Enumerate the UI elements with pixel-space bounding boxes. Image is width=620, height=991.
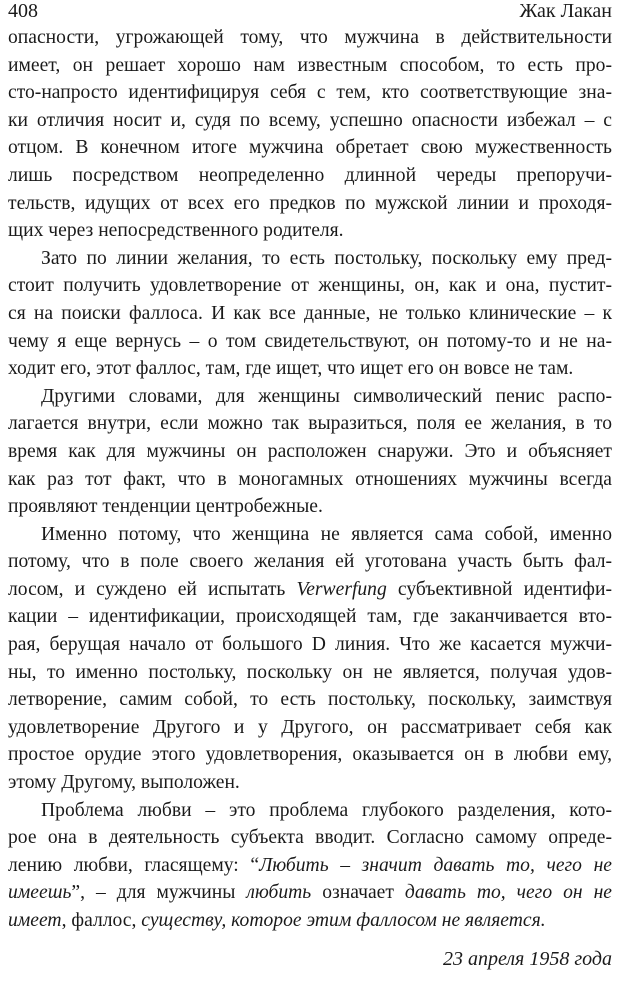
lecture-date: 23 апреля 1958 года [442, 948, 612, 970]
text-line [8, 576, 612, 604]
text-line: отцом. В конечном итоге мужчина обретает свою мужественность [8, 137, 612, 159]
italic-segment: Verwerfung [296, 578, 387, 600]
text-line: ки отличия носит и, судя по всему, успешно опасности избежал – с [8, 109, 612, 131]
text-line: стоит получить удовлетворение от женщины, он, как и она, пустит- [8, 275, 612, 297]
text-segment: субъективной идентифи- [386, 578, 612, 600]
text-line: простое орудие этого удовлетворения, оказывается он в любви ему, [8, 744, 612, 766]
text-line: опасности, угрожающей тому, что мужчина в действительности [8, 27, 612, 48]
text-line: Другими словами, для женщины символический пенис распо- [41, 385, 612, 407]
text-line: летворение, самим собой, то есть постольку, поскольку, заимствуя [8, 689, 612, 711]
text-line: рое она в деятельность субъекта вводит. Согласно самому опреде- [8, 827, 612, 849]
text-line: Зато по линии желания, то есть постольку, поскольку ему пред- [41, 247, 612, 269]
text-line: чему я еще вернусь – о том свидетельствуют, он потому-то и не на- [8, 330, 612, 352]
text-line: Проблема любви – это проблема глубокого разделения, кото- [41, 799, 612, 821]
text-line: тельств, идущих от всех его предков по мужской линии и проходя- [8, 192, 612, 214]
text-line: имеет, он решает хорошо нам известным способом, то есть про- [8, 54, 612, 76]
italic-segment: имеет [8, 910, 62, 931]
text-line: проявляют тенденции центробежные. [8, 496, 323, 518]
text-line [8, 852, 612, 880]
text-line: Именно потому, что женщина не является сама собой, именно [41, 523, 612, 545]
text-line: сто-напросто идентифицируя себя с тем, кто соответствующие зна- [8, 82, 612, 104]
text-line: как раз тот факт, что в моногамных отношениях мужчины всегда [8, 468, 612, 490]
page-number: 408 [8, 0, 38, 22]
text-line: кации – идентификации, происходящей там, где заканчивается вто- [8, 606, 612, 628]
text-line [8, 907, 612, 935]
text-line: лагается внутри, если можно так выразиться, поля ее желания, в то [8, 413, 612, 435]
paragraph [8, 797, 612, 935]
italic-segment: имеешь [8, 882, 72, 904]
text-line: потому, что в поле своего желания ей уготована участь быть фал- [8, 551, 612, 573]
running-title: Жак Лакан [519, 0, 612, 22]
text-line [8, 879, 612, 907]
text-segment: ”, – для мужчины [71, 882, 247, 904]
text-line: ся на поиски фаллоса. И как все данные, не только клинические – к [8, 302, 612, 324]
text-segment: , фаллос, [61, 910, 142, 931]
text-line: удовлетворение Другого и у Другого, он рассматривает себя как [8, 716, 612, 738]
paragraph [8, 383, 612, 521]
text-line: время как для мужчины он расположен снаружи. Это и объясняет [8, 440, 612, 462]
paragraph [8, 24, 612, 245]
italic-segment: давать то, чего он не [404, 882, 612, 904]
text-line: лишь посредством неопределенно длинной череды препоручи- [8, 164, 612, 186]
text-segment: лосом, и суждено ей испытать [8, 578, 297, 600]
text-line: этому Другому, выположен. [8, 772, 240, 794]
paragraph [8, 245, 612, 383]
text-segment: лению любви, гласящему: “ [8, 854, 260, 876]
body-text [8, 24, 612, 935]
italic-segment: Любить – значит давать то, чего не [259, 854, 613, 876]
text-line: рая, берущая начало от большого D линия. Что же касается мужчи- [8, 634, 612, 656]
italic-segment: любить [246, 882, 312, 904]
text-line: щих через непосредственного родителя. [8, 220, 344, 242]
text-line: ны, то именно постольку, поскольку он не является, получая удов- [8, 661, 612, 683]
text-segment: означает [311, 882, 405, 904]
paragraph [8, 521, 612, 797]
text-line: ходит его, этот фаллос, там, где ищет, что ищет его он вовсе не там. [8, 358, 574, 380]
italic-segment: существу, которое этим фаллосом не является. [141, 910, 546, 931]
